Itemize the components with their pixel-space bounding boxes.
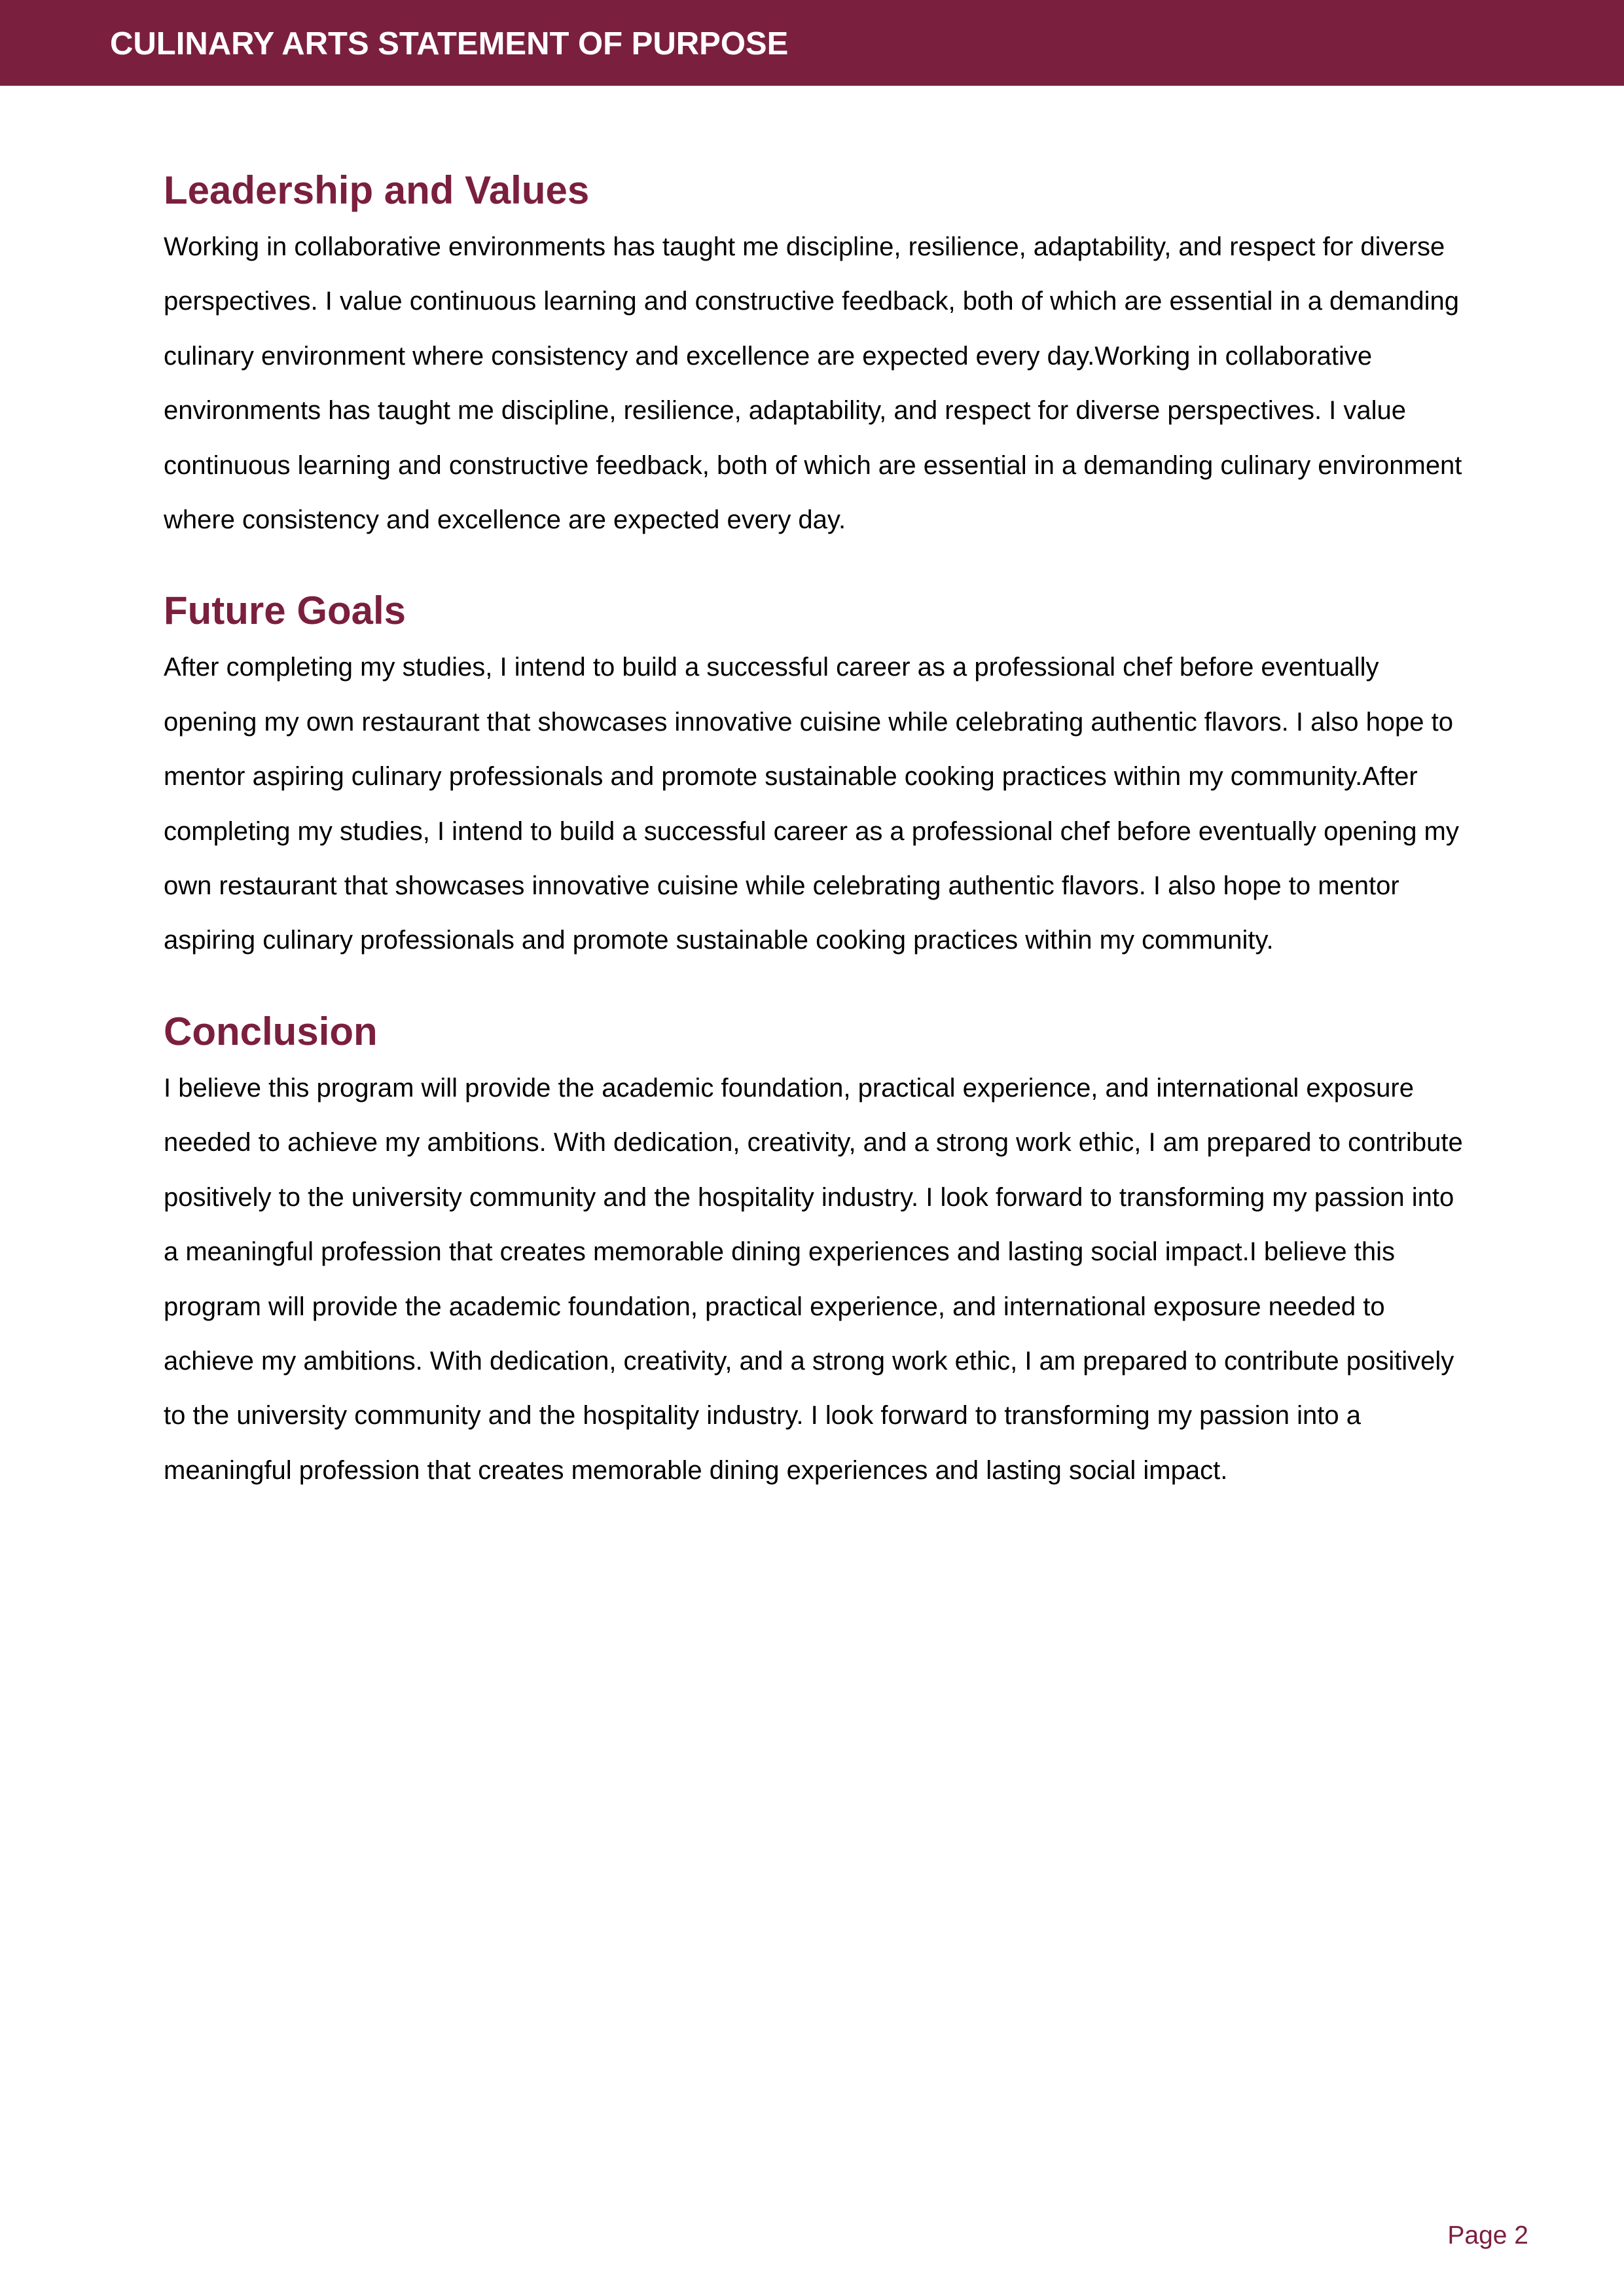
- document-title: CULINARY ARTS STATEMENT OF PURPOSE: [110, 26, 789, 62]
- page-number: Page 2: [1447, 2221, 1528, 2250]
- section-paragraph: Working in collaborative environments has taught me discipline, resilience, adaptability, and respect for diverse perspectives. I value continuous learning and constructive feedback, both of which are essential in a demanding culinary environment where consistency and excellence are expected every day.Working in collaborative environments has taught me discipline, resilience, adaptability, and respect for diverse perspectives. I value continuous learning and constructive feedback, both of which are essential in a demanding culinary environment where consistency and excellence are expected every day.: [164, 232, 1462, 535]
- section-heading: Conclusion: [164, 1009, 378, 1053]
- header-bar: [0, 0, 1624, 86]
- document-body: [164, 164, 1466, 1535]
- section-heading: Leadership and Values: [164, 168, 590, 212]
- section-paragraph: After completing my studies, I intend to build a successful career as a professional chef before eventually opening my own restaurant that showcases innovative cuisine while celebrating authentic flavors. I also hope to mentor aspiring culinary professionals and promote sustainable cooking practices within my community.After completing my studies, I intend to build a successful career as a professional chef before eventually opening my own restaurant that showcases innovative cuisine while celebrating authentic flavors. I also hope to mentor aspiring culinary professionals and promote sustainable cooking practices within my community.: [164, 653, 1459, 955]
- section-conclusion: [164, 1005, 1466, 1498]
- section-paragraph: I believe this program will provide the academic foundation, practical experience, and international exposure needed to achieve my ambitions. With dedication, creativity, and a strong work ethic, I am prepared to contribute positively to the university community and the hospitality industry. I look forward to transforming my passion into a meaningful profession that creates memorable dining experiences and lasting social impact.I believe this program will provide the academic foundation, practical experience, and international exposure needed to achieve my ambitions. With dedication, creativity, and a strong work ethic, I am prepared to contribute positively to the university community and the hospitality industry. I look forward to transforming my passion into a meaningful profession that creates memorable dining experiences and lasting social impact.: [164, 1073, 1463, 1485]
- section-leadership-and-values: [164, 164, 1466, 547]
- section-heading: Future Goals: [164, 589, 406, 633]
- section-future-goals: [164, 584, 1466, 968]
